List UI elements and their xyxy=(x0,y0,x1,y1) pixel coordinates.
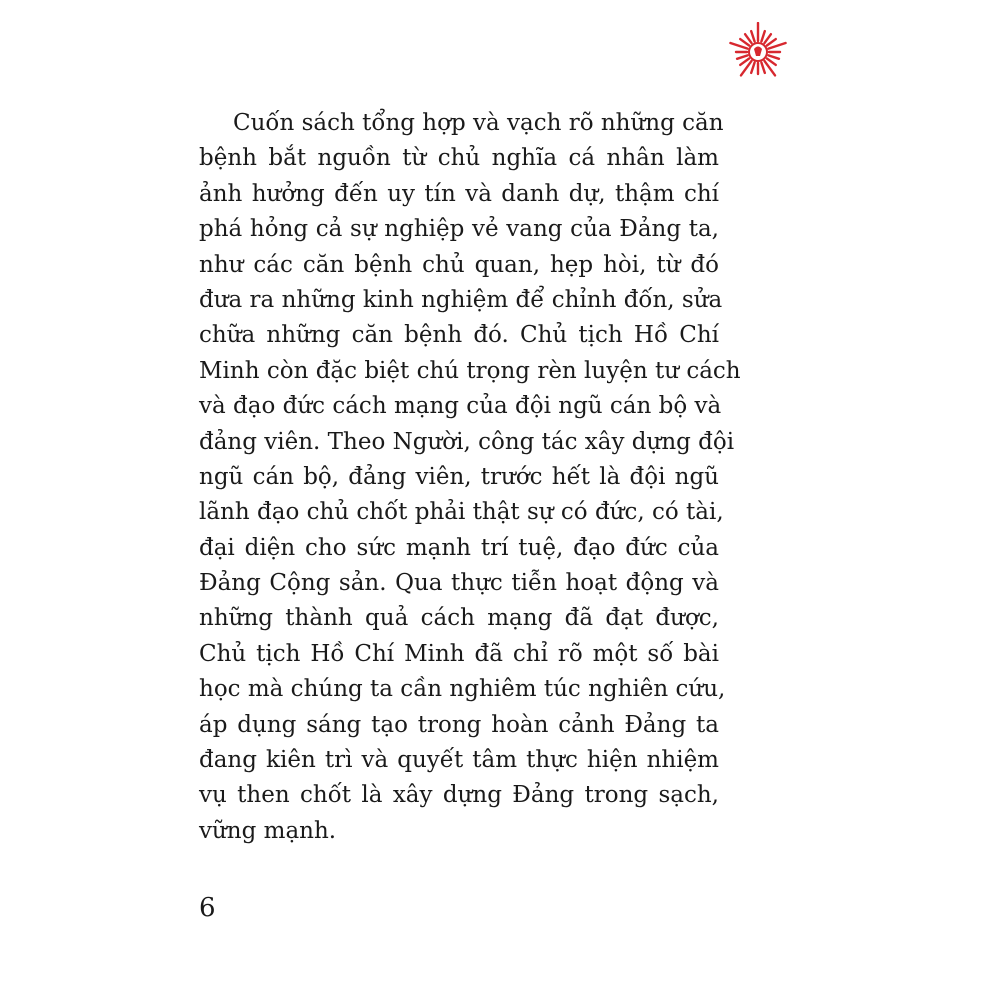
text-line: Minh còn đặc biệt chú trọng rèn luyện tư cách xyxy=(199,357,741,384)
text-line: Đảng Cộng sản. Qua thực tiễn hoạt động và xyxy=(199,570,719,597)
emblem-ray xyxy=(767,39,776,45)
emblem-ray xyxy=(737,55,747,58)
text-line: và đạo đức cách mạng của đội ngũ cán bộ và xyxy=(199,393,722,420)
text-line: vững mạnh. xyxy=(199,817,337,844)
text-line: ngũ cán bộ, đảng viên, trước hết là đội ngũ xyxy=(199,463,719,490)
text-line: phá hỏng cả sự nghiệp vẻ vang của Đảng ta, xyxy=(199,216,719,243)
emblem-ray xyxy=(761,31,764,41)
emblem-ray xyxy=(761,62,764,72)
text-line: đang kiên trì và quyết tâm thực hiện nhiệm xyxy=(199,747,719,774)
page-number: 6 xyxy=(199,893,216,923)
emblem-ray xyxy=(740,39,749,45)
text-line: đảng viên. Theo Người, công tác xây dựng đội xyxy=(199,428,735,455)
text-line: đưa ra những kinh nghiệm để chỉnh đốn, sửa xyxy=(199,286,723,313)
emblem-ray xyxy=(745,34,751,43)
emblem-ray xyxy=(767,58,776,64)
emblem-ray xyxy=(740,58,749,64)
emblem-ray xyxy=(768,55,778,58)
text-line: chữa những căn bệnh đó. Chủ tịch Hồ Chí xyxy=(199,322,719,349)
text-line: vụ then chốt là xây dựng Đảng trong sạch, xyxy=(199,782,719,809)
emblem-ray xyxy=(751,62,754,72)
text-line: những thành quả cách mạng đã đạt được, xyxy=(199,605,719,632)
text-line: Chủ tịch Hồ Chí Minh đã chỉ rõ một số bài xyxy=(199,640,719,667)
emblem-ray xyxy=(751,31,754,41)
red-star-emblem-icon xyxy=(728,22,788,82)
text-line: học mà chúng ta cần nghiêm túc nghiên cứu, xyxy=(199,676,726,703)
text-line: Cuốn sách tổng hợp và vạch rõ những căn xyxy=(233,110,724,136)
text-line: ảnh hưởng đến uy tín và danh dự, thậm chí xyxy=(199,180,719,207)
text-line: lãnh đạo chủ chốt phải thật sự có đức, có tài, xyxy=(199,499,724,526)
emblem-ray xyxy=(764,34,770,43)
text-line: bệnh bắt nguồn từ chủ nghĩa cá nhân làm xyxy=(199,145,719,172)
body-paragraph xyxy=(199,106,741,849)
text-line: đại diện cho sức mạnh trí tuệ, đạo đức của xyxy=(199,534,719,561)
text-line: như các căn bệnh chủ quan, hẹp hòi, từ đó xyxy=(199,251,719,278)
text-line: áp dụng sáng tạo trong hoàn cảnh Đảng ta xyxy=(199,711,719,738)
